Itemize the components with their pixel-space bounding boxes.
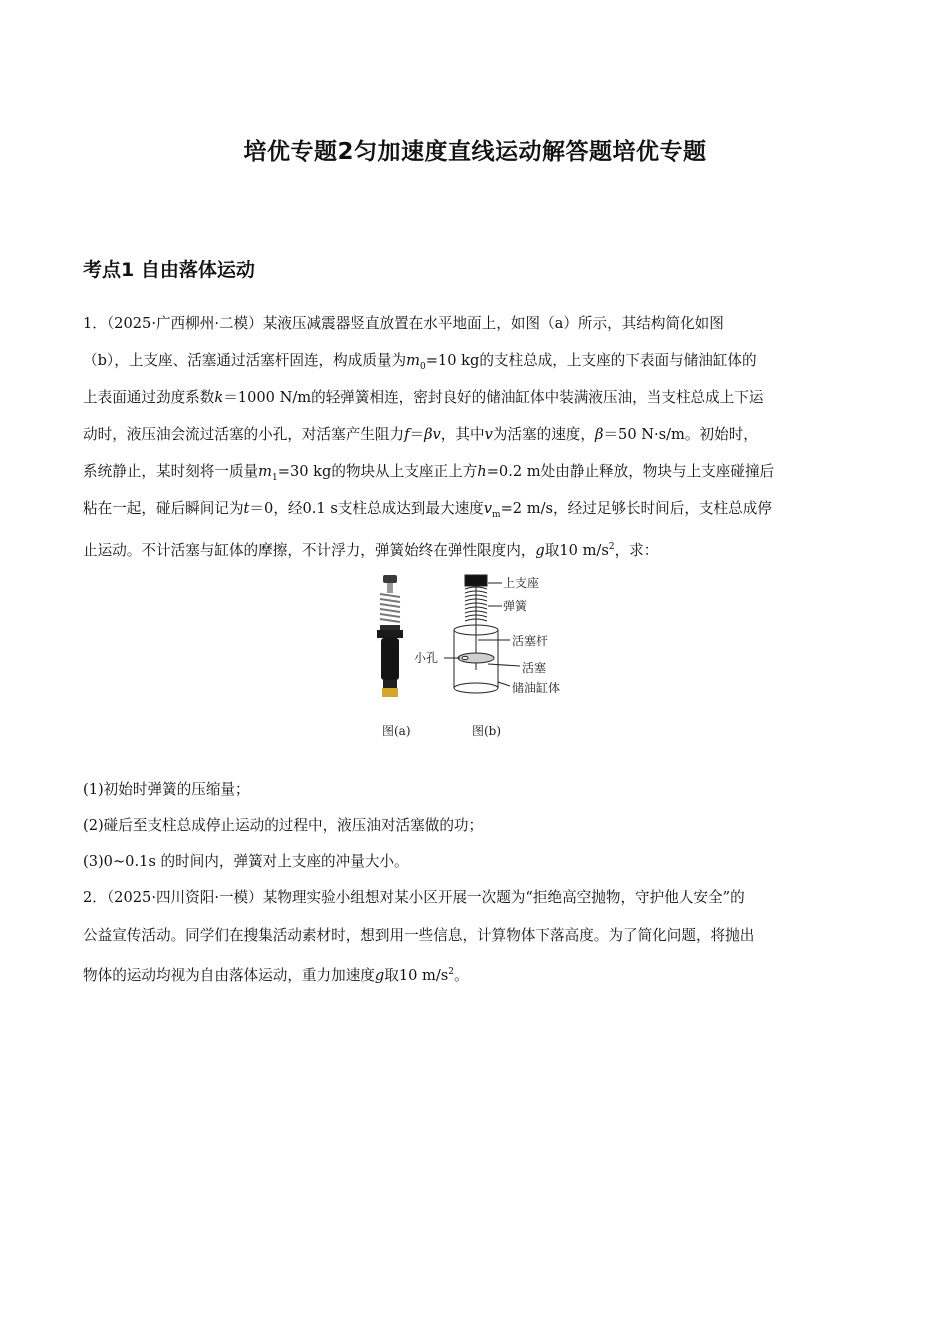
q1-text: 的物块从上支座正上方 xyxy=(331,463,478,480)
math-value: ＝0 xyxy=(249,500,274,517)
math-var: v xyxy=(483,500,493,517)
q1-text: ，求： xyxy=(614,541,659,559)
math-var: m xyxy=(258,463,272,480)
math-value: =2 m/s xyxy=(500,500,553,517)
q1-text: 1．（2025·广西柳州·二模）某液压减震器竖直放置在水平地面上，如图（a）所示，其结构简化如图 xyxy=(83,315,724,332)
q1-line-2 xyxy=(83,351,757,377)
math-sup: 2 xyxy=(448,967,455,977)
q1-text: ，其中 xyxy=(440,426,485,443)
q1-text: ，经0.1 s支柱总成达到最大速度 xyxy=(273,500,484,517)
math-value: 取10 m/s xyxy=(544,541,609,559)
q1-text: （b），上支座、活塞通过活塞杆固连，构成质量为 xyxy=(83,352,407,369)
caption-a: 图(a) xyxy=(382,724,411,738)
section-heading: 考点1 自由落体运动 xyxy=(83,259,255,281)
math-value: ＝ xyxy=(409,426,425,443)
math-value: ＝1000 N/m xyxy=(223,389,312,406)
math-value: 取10 m/s xyxy=(384,966,449,984)
q1-line-7 xyxy=(83,537,658,561)
math-var: β xyxy=(595,426,604,443)
math-var: g xyxy=(374,966,385,984)
figure-svg xyxy=(370,570,590,745)
q1-line-1 xyxy=(83,314,724,334)
label-spring: 弹簧 xyxy=(503,599,528,613)
q2-text: 物体的运动均视为自由落体运动，重力加速度 xyxy=(83,966,375,984)
q1-text: 止运动。不计活塞与缸体的摩擦，不计浮力，弹簧始终在弹性限度内， xyxy=(83,541,536,559)
q2-line-1: 2．（2025·四川资阳·一模）某物理实验小组想对某小区开展一次题为“拒绝高空抛物，守护他人安全”的 xyxy=(83,889,745,906)
math-value: =10 kg xyxy=(425,352,480,369)
label-small-hole: 小孔 xyxy=(414,651,439,665)
q2-line-3 xyxy=(83,962,469,986)
q1-text: 的轻弹簧相连，密封良好的储油缸体中装满液压油，当支柱总成上下运 xyxy=(311,389,764,406)
q2-line-2: 公益宣传活动。同学们在搜集活动素材时，想到用一些信息，计算物体下落高度。为了简化问题，将抛出 xyxy=(83,927,755,944)
q1-line-3 xyxy=(83,388,764,408)
q1-line-6 xyxy=(83,499,772,525)
q2-text: 。 xyxy=(454,966,469,984)
q1-text: 为活塞的速度， xyxy=(492,426,595,443)
math-var: m xyxy=(406,352,420,369)
q1-text: 动时，液压油会流过活塞的小孔，对活塞产生阻力 xyxy=(83,426,405,443)
q1-text: ，经过足够长时间后，支柱总成停 xyxy=(552,500,772,517)
math-var: f xyxy=(404,426,410,443)
math-var: t xyxy=(243,500,250,517)
shock-absorber-figure xyxy=(370,570,590,745)
q1-text: 粘在一起，碰后瞬间记为 xyxy=(83,500,244,517)
q1-part-3: (3)0~0.1s 的时间内，弹簧对上支座的冲量大小。 xyxy=(83,853,409,870)
q1-text: 。初始时， xyxy=(684,426,758,443)
caption-b: 图(b) xyxy=(472,724,502,738)
math-value: ＝50 N·s/m xyxy=(603,426,685,443)
math-value: =0.2 m xyxy=(486,463,541,480)
math-var: k xyxy=(214,389,224,406)
math-var: βv xyxy=(424,426,441,443)
q1-text: 的支柱总成，上支座的下表面与储油缸体的 xyxy=(479,352,757,369)
math-var: g xyxy=(535,541,545,559)
math-sub: 1 xyxy=(271,472,278,483)
label-piston: 活塞 xyxy=(522,661,547,675)
math-value: =30 kg xyxy=(277,463,332,480)
diagram-b xyxy=(444,575,520,693)
q1-text: 上表面通过劲度系数 xyxy=(83,389,215,406)
photo-a xyxy=(377,575,403,697)
q1-line-5 xyxy=(83,462,774,488)
q1-text: 处由静止释放，物块与上支座碰撞后 xyxy=(540,463,775,480)
q1-part-2: (2)碰后至支柱总成停止运动的过程中，液压油对活塞做的功； xyxy=(83,817,484,834)
label-upper-seat: 上支座 xyxy=(503,576,540,590)
label-piston-rod: 活塞杆 xyxy=(512,634,549,648)
q1-text: 系统静止，某时刻将一质量 xyxy=(83,463,259,480)
label-cylinder: 储油缸体 xyxy=(512,681,561,695)
math-sup: 2 xyxy=(608,542,615,552)
page-title: 培优专题2匀加速度直线运动解答题培优专题 xyxy=(243,139,707,165)
math-var: v xyxy=(484,426,493,443)
math-sub: m xyxy=(492,509,501,520)
q1-line-4 xyxy=(83,425,758,445)
math-var: h xyxy=(477,463,487,480)
q1-part-1: (1)初始时弹簧的压缩量； xyxy=(83,781,250,798)
math-sub: 0 xyxy=(419,361,426,372)
